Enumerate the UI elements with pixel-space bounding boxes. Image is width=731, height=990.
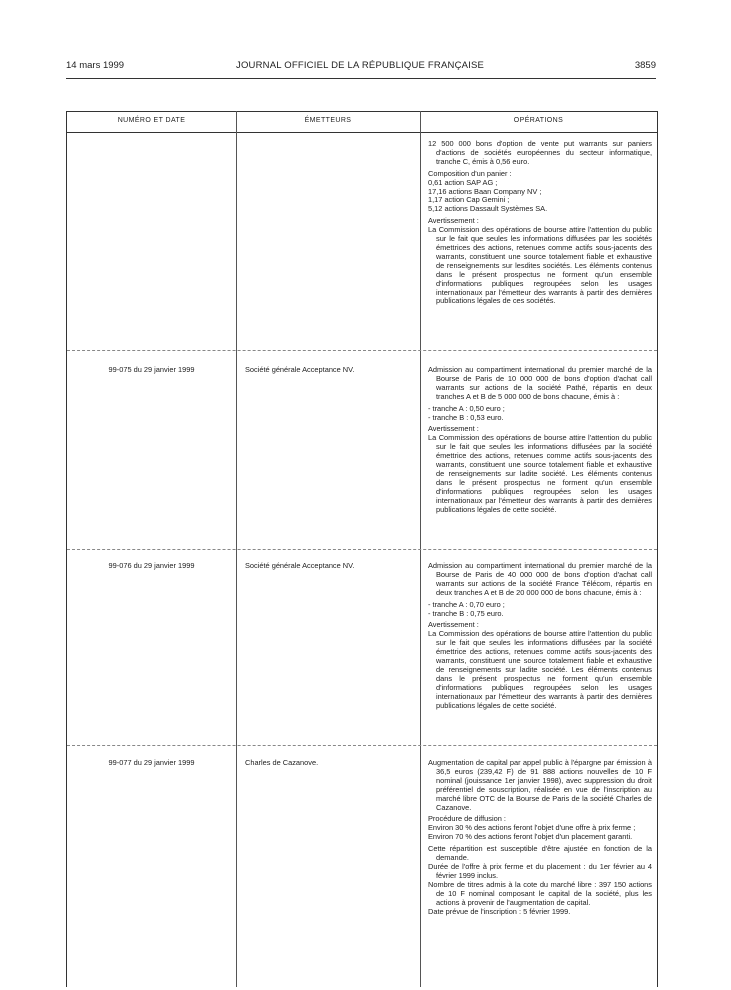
operation-line: Procédure de diffusion : [428,814,506,824]
operation-paragraph: Nombre de titres admis à la cote du marché libre : 397 150 actions de 10 F nominal composant le capital de la société, plus les actions à provenir de l'augmentation de capital. [428,879,652,907]
row-issuer: Société générale Acceptance NV. [245,365,355,374]
operation-line: Avertissement : [428,216,479,226]
row-number-date: 99-075 du 29 janvier 1999 [108,365,195,374]
operations-table [66,111,658,987]
table-row-operations [428,759,652,919]
page-number: 3859 [634,60,656,71]
column-header-issuers: ÉMETTEURS [304,117,352,124]
operation-paragraph: Durée de l'offre à prix ferme et du placement : du 1er février au 4 février 1999 inclus. [428,861,652,880]
row-separator [67,549,657,550]
operation-line: - tranche A : 0,70 euro ; [428,599,505,609]
table-top-border [67,111,657,112]
column-header-operations: OPÉRATIONS [513,117,564,124]
operation-line: - tranche A : 0,50 euro ; [428,403,505,413]
operation-paragraph: La Commission des opérations de bourse attire l'attention du public sur le fait que seules les informations diffusées par la société émettrice des actions, retenues comme actifs sous-jacents des warrants, constituent une source totalement fiable et exhaustive de renseignements sur ladite société. Les éléments contenus dans le présent prospectus ne forment qu'un ensemble d'informations publiques regroupées selon les usages internationaux par l'émetteur des warrants à partir des dernières publications légales de cette société. [428,433,652,514]
operation-paragraph: Augmentation de capital par appel public à l'épargne par émission à 36,5 euros (239,42 F) de 91 888 actions nouvelles de 10 F nominal (jouissance 1er janvier 1998), avec suppression du droit préférentiel de souscription, réalisée en vue de l'inscription au marché libre OTC de la Bourse de Paris de la société Charles de Cazanove. [428,758,652,812]
operation-line: Avertissement : [428,620,479,630]
row-number-date: 99-076 du 29 janvier 1999 [108,561,195,570]
header-rule [66,78,656,79]
column-header-number: NUMÉRO ET DATE [117,117,186,124]
operation-paragraph: La Commission des opérations de bourse attire l'attention du public sur le fait que seules les informations diffusées par les sociétés émettrices des actions, retenues comme actifs sous-jacents des warrants, constituent une source totalement fiable et exhaustive de renseignements sur lesdites sociétés. Les éléments contenus dans le présent prospectus ne forment qu'un ensemble d'informations publiques regroupées selon les usages internationaux par l'émetteur des warrants à partir des dernières publications légales de ces sociétés. [428,225,652,306]
operation-line: 1,17 action Cap Gemini ; [428,195,510,205]
row-number-date: 99-077 du 29 janvier 1999 [108,758,195,767]
table-header-border [67,132,657,133]
operation-paragraph: Cette répartition est susceptible d'être ajustée en fonction de la demande. [428,844,652,863]
table-row-operations [428,140,652,309]
operation-paragraph: Environ 30 % des actions feront l'objet d'une offre à prix ferme ; [428,823,636,833]
operation-line: - tranche B : 0,53 euro. [428,412,504,422]
operation-paragraph: Environ 70 % des actions feront l'objet d'un placement garanti. [428,832,633,842]
operation-line: 17,16 actions Baan Company NV ; [428,186,542,196]
issue-date: 14 mars 1999 [66,60,125,71]
row-issuer: Charles de Cazanove. [245,758,319,767]
row-issuer: Société générale Acceptance NV. [245,561,355,570]
operation-line: 5,12 actions Dassault Systèmes SA. [428,204,548,214]
page-header [66,60,656,74]
operation-paragraph: 12 500 000 bons d'option de vente put warrants sur paniers d'actions de sociétés européennes du secteur informatique, tranche C, émis à 0,56 euro. [428,139,652,166]
operation-line: Avertissement : [428,424,479,434]
operation-line: 0,61 action SAP AG ; [428,177,498,187]
table-row-operations [428,562,652,714]
operation-paragraph: Date prévue de l'inscription : 5 février 1999. [428,906,571,916]
operation-paragraph: Composition d'un panier : [428,168,512,178]
operation-line: - tranche B : 0,75 euro. [428,608,504,618]
row-separator [67,350,657,351]
row-separator [67,745,657,746]
operation-paragraph: Admission au compartiment international du premier marché de la Bourse de Paris de 40 000 000 de bons d'option d'achat call warrants sur actions de la société France Télécom, répartis en deux tranches A et B de 20 000 000 de bons chacune, émis à : [428,561,652,597]
table-row-operations [428,366,652,518]
operation-paragraph: La Commission des opérations de bourse attire l'attention du public sur le fait que seules les informations diffusées par la société émettrice des actions, retenues comme actifs sous-jacents des warrants, constituent une source totalement fiable et exhaustive de renseignements sur ladite société. Les éléments contenus dans le présent prospectus ne forment qu'un ensemble d'informations publiques regroupées selon les usages internationaux par l'émetteur des warrants à partir des dernières publications légales de cette société. [428,629,652,710]
journal-title: JOURNAL OFFICIEL DE LA RÉPUBLIQUE FRANÇAISE [236,60,485,71]
operation-paragraph: Admission au compartiment international du premier marché de la Bourse de Paris de 10 000 000 de bons d'option d'achat call warrants sur actions de la société Pathé, répartis en deux tranches A et B de 5 000 000 de bons chacune, émis à : [428,365,652,401]
